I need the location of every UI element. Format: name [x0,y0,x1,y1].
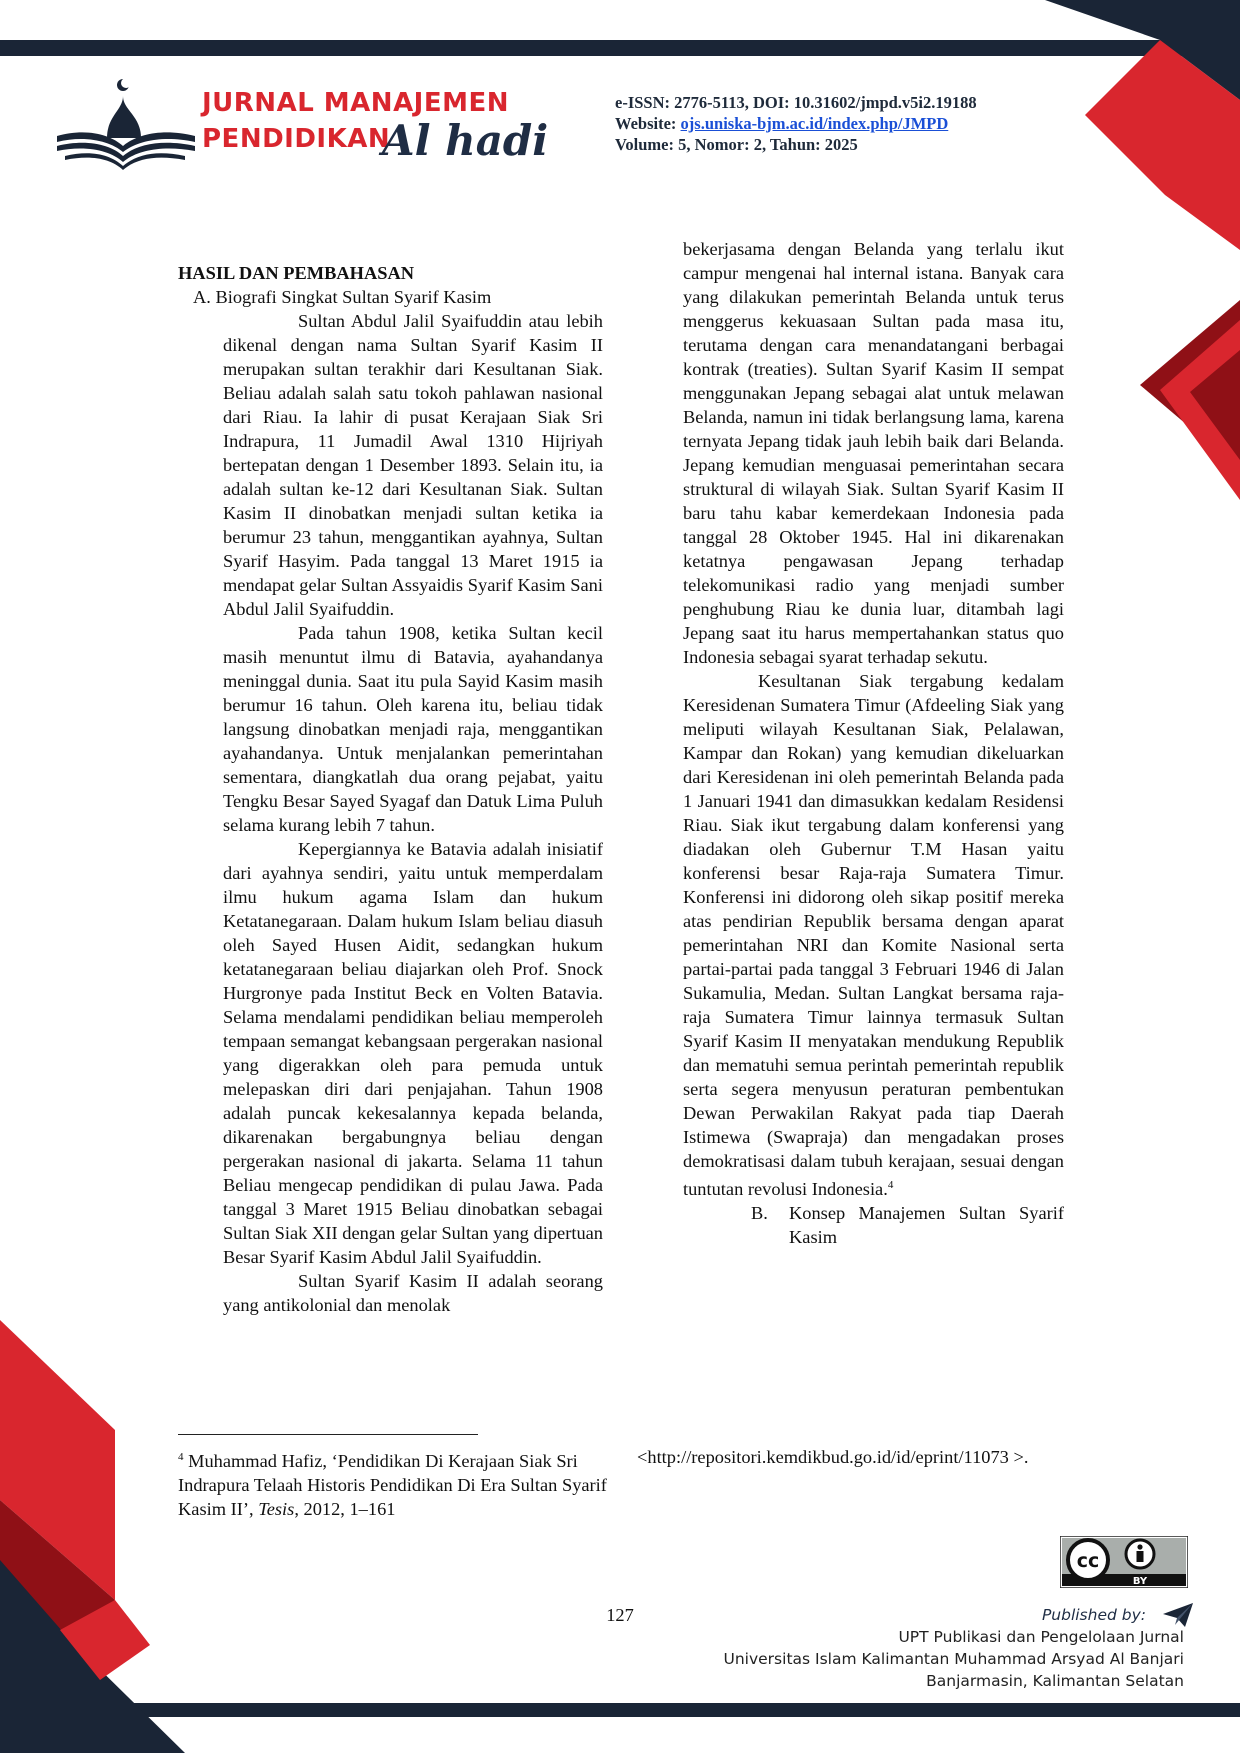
footnote-number: 4 [178,1451,184,1463]
website-line [615,113,977,134]
journal-meta [615,92,977,155]
publisher-line2: Universitas Islam Kalimantan Muhammad Arsyad Al Banjari [723,1650,1184,1668]
journal-name-line1: JURNAL MANAJEMEN [202,88,510,118]
footnote-rule [178,1434,478,1435]
publisher-line1: UPT Publikasi dan Pengelolaan Jurnal [898,1628,1184,1646]
published-by-label: Published by: [1041,1606,1146,1624]
subsection-b-title: Konsep Manajemen Sultan Syarif Kasim [789,1203,1064,1248]
paragraph: Sultan Syarif Kasim II adalah seorang yang antikolonial dan menolak [223,1271,603,1315]
footnote-url[interactable]: <http://repositori.kemdikbud.go.id/id/eprint/11073 >. [637,1447,1029,1467]
publisher-info [724,1604,1185,1692]
journal-name-script: Al hadi [382,116,549,165]
page-number: 127 [606,1605,634,1625]
paragraph-text: Kesultanan Siak tergabung kedalam Keresidenan Sumatera Timur (Afdeeling Siak yang meliputi wilayah Kesultanan Siak, Pelalawan, Kampar dan Rokan) yang kemudian dikeluarkan dari Keresidenan ini oleh pemerintah Belanda pada 1 Januari 1941 dan dimasukkan kedalam Residensi Riau. Siak ikut tergabung dalam konferensi yang diadakan oleh Gubernur T.M Hasan yaitu konferensi besar Raja-raja Sumatera Timur. Konferensi ini didorong oleh sikap positif mereka atas pendirian Republik bersama dengan aparat pemerintahan NRI dan Komite Nasional serta partai-partai pada tanggal 3 Februari 1946 di Jalan Sukamulia, Medan. Sultan Langkat bersama raja-raja Sumatera Timur lainnya termasuk Sultan Syarif Kasim II menyatakan mendukung Republik dan mematuhi semua perintah pemerintah republik serta segera menyusun peraturan pembentukan Dewan Perwakilan Rakyat pada tiap Daerah Istimewa (Swapraja) dan mengadakan proses demokratisasi dalam tubuh kerajaan, sesuai dengan tuntutan revolusi Indonesia. [683,671,1064,1200]
subsection-b-label: B. [751,1203,768,1224]
subsection-a-title: A. Biografi Singkat Sultan Syarif Kasim [193,287,492,307]
cc-by-text: BY [1132,1576,1148,1587]
section-heading: HASIL DAN PEMBAHASAN [178,263,415,283]
footnote-italic: Tesis [258,1499,295,1520]
paragraph: Pada tahun 1908, ketika Sultan kecil masih menuntut ilmu di Batavia, ayahandanya meninggal dunia. Saat itu pula Sayid Kasim masih berumur 16 tahun. Oleh karena itu, beliau tidak langsung dinobatkan menjadi raja, menggantikan ayahandanya. Untuk menjalankan pemerintahan sementara, diangkatlah dua orang pejabat, yaitu Tengku Besar Sayed Syagaf dan Datuk Lima Puluh selama kurang lebih 7 tahun. [223,623,603,835]
journal-name-line2: PENDIDIKAN [202,124,391,154]
paragraph: Kepergiannya ke Batavia adalah inisiatif dari ayahnya sendiri, yaitu untuk memperdalam ilmu hukum agama Islam dan hukum Ketatanegaraan. Dalam hukum Islam beliau diasuh oleh Sayed Husen Aidit, sedangkan hukum ketatanegaraan beliau diajarkan oleh Prof. Snock Hurgronye pada Institut Beck en Volten Batavia. Selama mendalami pendidikan beliau memperoleh tempaan semangat kebangsaan pergerakan nasional yang digerakkan oleh para pemuda untuk melepaskan diri dari penjajahan. Tahun 1908 adalah puncak kekesalannya kepada belanda, dikarenakan bergabungnya beliau dengan pergerakan nasional di jakarta. Selama 11 tahun Beliau mengecap pendidikan di pulau Jawa. Pada tanggal 3 Maret 1915 Beliau dinobatkan sebagai Sultan Siak XII dengan gelar Sultan yang dipertuan Besar Syarif Kasim Abdul Jalil Syaifuddin. [223,839,603,1267]
publisher-line3: Banjarmasin, Kalimantan Selatan [926,1672,1184,1690]
cc-by-license-icon[interactable] [1060,1536,1188,1588]
paragraph: bekerjasama dengan Belanda yang terlalu ikut campur mengenai hal internal istana. Banyak cara yang dilakukan pemerintah Belanda untuk terus menggerus kekuasaan Sultan pada masa itu, terutama dengan cara menandatangani berbagai kontrak (treaties). Sultan Syarif Kasim II sempat menggunakan Jepang sebagai alat untuk melawan Belanda, namun ini tidak berlangsung lama, karena ternyata Jepang tidak jauh lebih baik dari Belanda. Jepang kemudian menguasai pemerintahan secara struktural di wilayah Siak. Sultan Syarif Kasim II baru tahu kabar kemerdekaan Indonesia pada tanggal 28 Oktober 1945. Hal ini dikarenakan ketatnya pengawasan Jepang terhadap telekomunikasi radio yang menjadi sumber penghubung Riau ke dunia luar, ditambah lagi Jepang saat itu harus mempertahankan status quo Indonesia sebagai syarat terhadap sekutu. [683,239,1064,667]
website-link[interactable]: ojs.uniska-bjm.ac.id/index.php/JMPD [680,114,949,133]
footnote [178,1445,618,1521]
website-label: Website: [615,114,681,133]
top-band [0,40,1240,56]
paragraph: Sultan Abdul Jalil Syaifuddin atau lebih dikenal dengan nama Sultan Syarif Kasim II merupakan sultan terakhir dari Kesultanan Siak. Beliau adalah salah satu tokoh pahlawan nasional dari Riau. Ia lahir di pusat Kerajaan Siak Sri Indrapura, 11 Jumadil Awal 1310 Hijriyah bertepatan dengan 1 Desember 1893. Selain itu, ia adalah sultan ke-12 dari Kesultanan Siak. Sultan Kasim II dinobatkan menjadi sultan ketika ia berumur 23 tahun, menggantikan ayahnya, Sultan Syarif Hasyim. Pada tanggal 13 Maret 1915 ia mendapat gelar Sultan Assyaidis Syarif Kasim Sani Abdul Jalil Syaifuddin. [223,311,603,619]
footnote-text: Muhammad Hafiz, ‘Pendidikan Di Kerajaan Siak Sri Indrapura Telaah Historis Pendidikan Di Era Sultan Syarif Kasim II’, [178,1451,607,1520]
paragraph-with-footnote [683,669,1064,1201]
footnote-text-end: , 2012, 1–161 [294,1499,396,1520]
svg-text:cc: cc [1076,1550,1100,1572]
bottom-band [0,1703,1240,1717]
left-column [178,261,603,1317]
issn-doi-line: e-ISSN: 2776-5113, DOI: 10.31602/jmpd.v5i2.19188 [615,93,977,112]
footnote-marker[interactable]: 4 [887,1179,894,1191]
right-column [683,237,1064,1249]
subsection-b [751,1201,1064,1249]
volume-line: Volume: 5, Nomor: 2, Tahun: 2025 [615,135,858,154]
